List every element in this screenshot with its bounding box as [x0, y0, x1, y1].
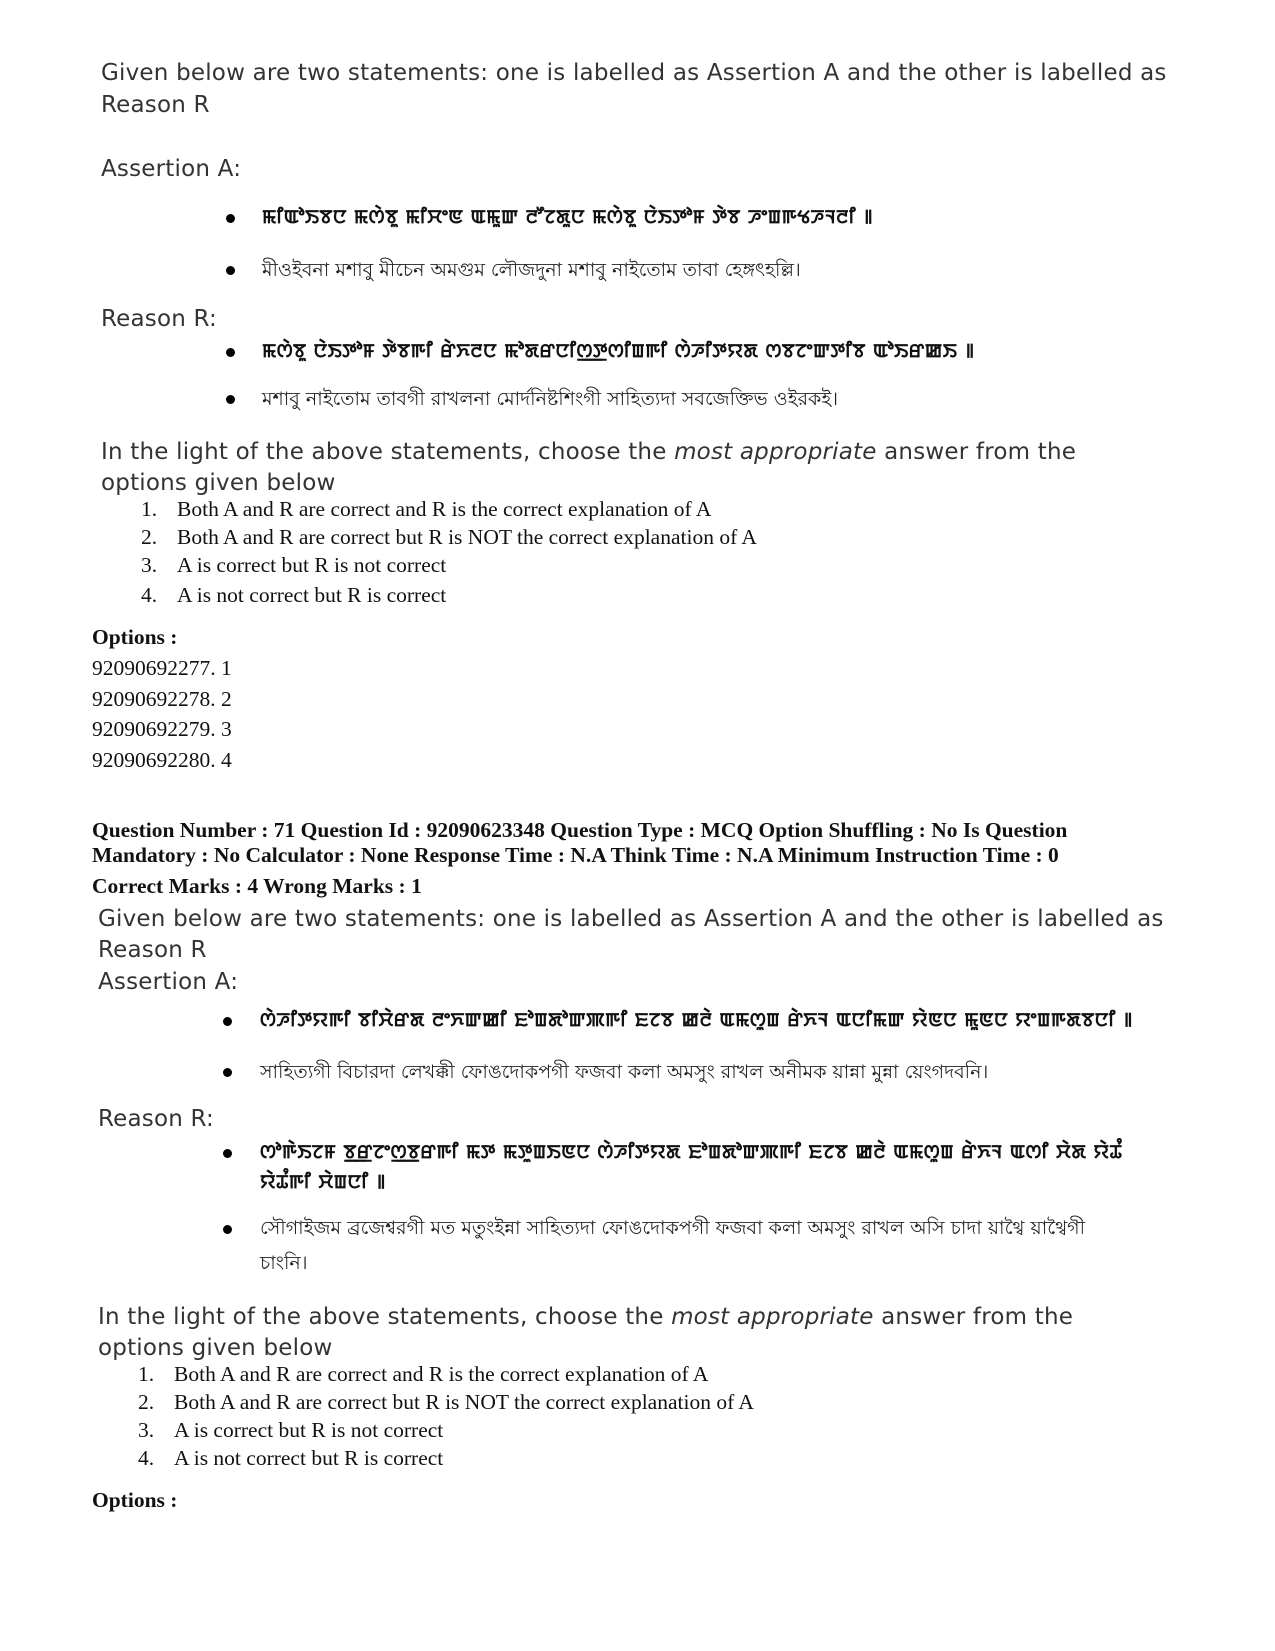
q71-light-line1: In the light of the above statements, choose the most appropriate answer from the — [98, 1304, 1074, 1330]
q71-reason-bengali-line1: সৌগাইজম ব্রজেশ্বরগী মত মতুংইন্না সাহিত্যদা ফোঙদোকপগী ফজবা কলা অমসুং রাখল অসি চাদা য়াথ্বৈ য়াথ্বৈগী — [260, 1217, 1086, 1239]
q71-meta-line3: Correct Marks : 4 Wrong Marks : 1 — [92, 874, 422, 898]
q71-choice-4: 4. A is not correct but R is correct — [138, 1446, 444, 1470]
q71-meta-line1: Question Number : 71 Question Id : 92090623348 Question Type : MCQ Option Shuffling : No Is Question — [92, 818, 1068, 842]
q70-option-2: 92090692278. 2 — [92, 687, 232, 711]
q71-assertion-meitei: ꯁꯥꯍꯤꯇꯌꯒꯤ ꯕꯤꯆꯥꯔꯗ ꯂꯦꯈꯛꯀꯤ ꯐꯣꯡꯗꯣꯛꯄꯒꯤ ꯐꯖꯕ ꯀꯂꯥ ꯑꯃꯁꯨꯡ ꯔꯥꯈꯜ ꯑꯅꯤꯃꯛ ꯌꯥꯟꯅ ꯃꯨꯟꯅ ꯌꯦꯡꯒꯗꯕꯅꯤ ꯫ — [260, 1009, 1133, 1031]
q71-reason-label: Reason R: — [98, 1106, 214, 1132]
q71-light-line2: options given below — [98, 1335, 333, 1361]
bullet-icon — [226, 395, 235, 404]
q70-assertion-bengali: মীওইবনা মশাবু মীচেন অমগুম লৌজদুনা মশাবু নাইতোম তাবা হেঙ্গৎহল্লি। — [262, 259, 801, 281]
q70-reason-bengali: মশাবু নাইতোম তাবগী রাখলনা মোর্দনিষ্টশিংগী সাহিত্যদা সবজেক্তিভ ওইরকই। — [262, 388, 839, 410]
q70-choice-2: 2. Both A and R are correct but R is NOT the correct explanation of A — [141, 525, 757, 549]
q71-choice-2: 2. Both A and R are correct but R is NOT the correct explanation of A — [138, 1390, 754, 1414]
q70-light-line2: options given below — [101, 470, 336, 496]
q70-intro-line2: Reason R — [101, 92, 210, 118]
q70-options-label: Options : — [92, 625, 178, 649]
bullet-icon — [226, 266, 235, 275]
q71-assertion-bengali: সাহিত্যগী বিচারদা লেখক্কী ফোঙদোকপগী ফজবা কলা অমসুং রাখল অনীমক য়ান্না মুন্না য়েংগদবনি। — [260, 1061, 989, 1083]
q70-light-line1: In the light of the above statements, choose the most appropriate answer from the — [101, 439, 1077, 465]
bullet-icon — [223, 1225, 232, 1234]
q71-intro-line2: Reason R — [98, 937, 207, 963]
q70-choice-1: 1. Both A and R are correct and R is the correct explanation of A — [141, 497, 712, 521]
q71-choice-1: 1. Both A and R are correct and R is the correct explanation of A — [138, 1362, 709, 1386]
q71-reason-meitei-line2: ꯌꯥꯊꯪꯒꯤ ꯆꯥꯡꯅꯤ ꯫ — [260, 1171, 386, 1193]
q70-assertion-meitei: ꯃꯤꯑꯣꯏꯕꯅ ꯃꯁꯥꯕꯨ ꯃꯤꯆꯦꯟ ꯑꯃꯨꯛ ꯂꯧꯖꯗꯨꯅ ꯃꯁꯥꯕꯨ ꯅꯥꯏꯇꯣꯝ ꯇꯥꯕ ꯍꯦꯡꯒꯠꯍꯜꯂꯤ ꯫ — [262, 206, 874, 228]
q70-assertion-label: Assertion A: — [101, 156, 242, 182]
q71-choice-3: 3. A is correct but R is not correct — [138, 1418, 444, 1442]
q70-choice-4: 4. A is not correct but R is correct — [141, 583, 447, 607]
bullet-icon — [223, 1068, 232, 1077]
bullet-icon — [226, 348, 235, 357]
bullet-icon — [223, 1017, 232, 1026]
q70-choice-3: 3. A is correct but R is not correct — [141, 553, 447, 577]
q71-reason-bengali-line2: চাংনি। — [260, 1252, 308, 1274]
q70-option-4: 92090692280. 4 — [92, 748, 232, 772]
q71-options-label: Options : — [92, 1488, 178, 1512]
q70-reason-label: Reason R: — [101, 306, 217, 332]
q70-intro-line1: Given below are two statements: one is labelled as Assertion A and the other is labelled as — [101, 60, 1167, 86]
q71-meta-line2: Mandatory : No Calculator : None Response Time : N.A Think Time : N.A Minimum Instruction Time : 0 — [92, 843, 1059, 867]
q71-assertion-label: Assertion A: — [98, 969, 239, 995]
q70-option-3: 92090692279. 3 — [92, 717, 232, 741]
q70-option-1: 92090692277. 1 — [92, 656, 232, 680]
q71-reason-meitei-line1: ꯁꯣꯒꯥꯏꯖꯝ ꯕ꯭ꯔꯖꯦꯁ꯭ꯕꯔꯒꯤ ꯃꯇ ꯃꯇꯨꯡꯏꯟꯅ ꯁꯥꯍꯤꯇꯌꯗ ꯐꯣꯡꯗꯣꯛꯄꯒꯤ ꯐꯖꯕ ꯀꯂꯥ ꯑꯃꯁꯨꯡ ꯔꯥꯈꯜ ꯑꯁꯤ ꯆꯥꯗ ꯌꯥꯊꯪ — [260, 1141, 1123, 1163]
q70-reason-meitei: ꯃꯁꯥꯕꯨ ꯅꯥꯏꯇꯣꯝ ꯇꯥꯕꯒꯤ ꯔꯥꯈꯂꯅ ꯃꯣꯗꯔꯅꯤꯁ꯭ꯇꯁꯤꯡꯒꯤ ꯁꯥꯍꯤꯇꯌꯗ ꯁꯕꯖꯦꯛꯇꯤꯕ ꯑꯣꯏꯔꯀꯏ ꯫ — [262, 340, 975, 362]
bullet-icon — [226, 214, 235, 223]
bullet-icon — [223, 1149, 232, 1158]
q71-intro-line1: Given below are two statements: one is labelled as Assertion A and the other is labelled as — [98, 906, 1164, 932]
